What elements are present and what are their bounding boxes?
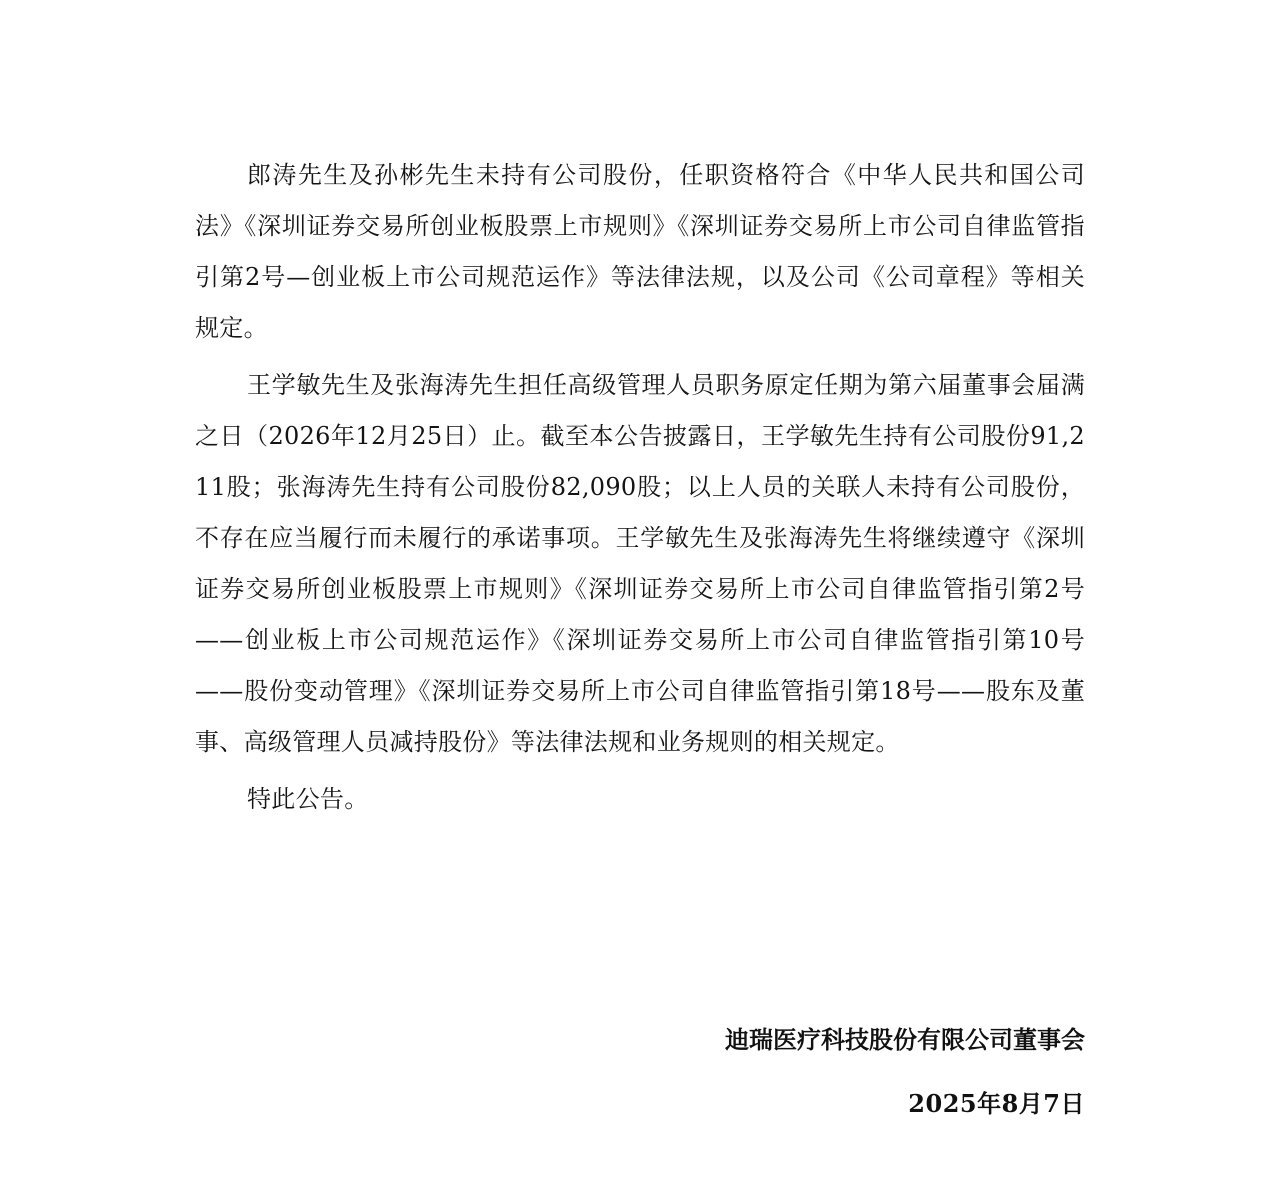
signature-date: 2025年8月7日 bbox=[908, 1089, 1085, 1118]
document-body bbox=[195, 150, 1085, 825]
paragraph-closing: 特此公告。 bbox=[247, 785, 369, 813]
signature-board: 迪瑞医疗科技股份有限公司董事会 bbox=[725, 1026, 1085, 1054]
paragraph-shareholdings: 王学敏先生及张海涛先生担任高级管理人员职务原定任期为第六届董事会届满之日（2026年12月25日）止。截至本公告披露日，王学敏先生持有公司股份91,211股；张海涛先生持有公司股份82,090股；以上人员的关联人未持有公司股份，不存在应当履行而未履行的承诺事项。王学敏先生及张海涛先生将继续遵守《深圳证券交易所创业板股票上市规则》《深圳证券交易所上市公司自律监管指引第2号——创业板上市公司规范运作》《深圳证券交易所上市公司自律监管指引第10号——股份变动管理》《深圳证券交易所上市公司自律监管指引第18号——股东及董事、高级管理人员减持股份》等法律法规和业务规则的相关规定。 bbox=[195, 371, 1085, 756]
paragraph-qualifications: 郎涛先生及孙彬先生未持有公司股份，任职资格符合《中华人民共和国公司法》《深圳证券交易所创业板股票上市规则》《深圳证券交易所上市公司自律监管指引第2号—创业板上市公司规范运作》等法律法规，以及公司《公司章程》等相关规定。 bbox=[195, 161, 1085, 342]
